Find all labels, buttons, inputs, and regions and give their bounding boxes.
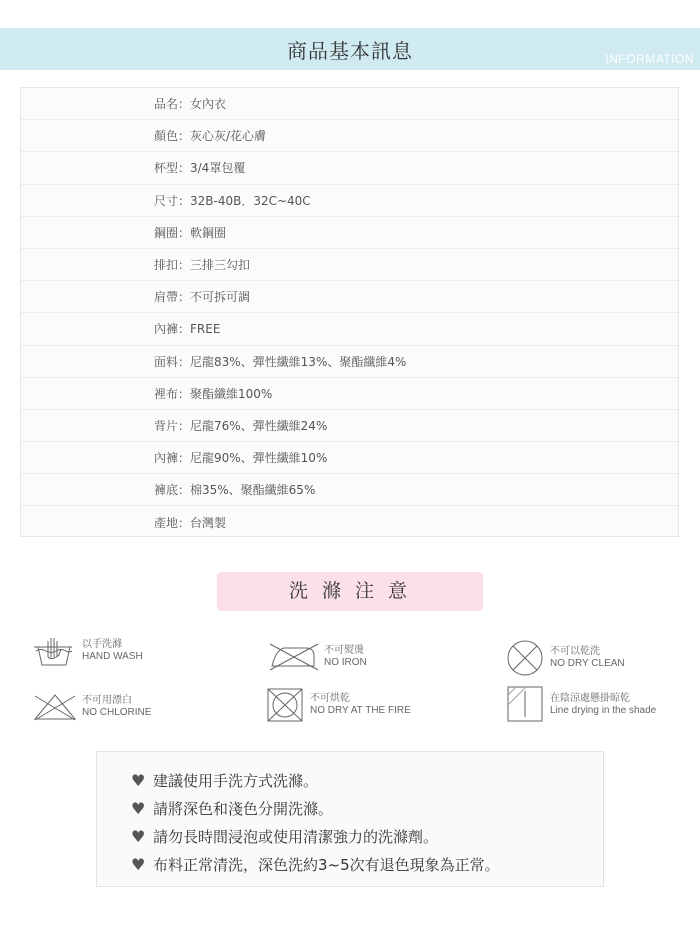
info-row-straps: 肩帶：不可拆可調	[21, 281, 678, 313]
product-info-table	[20, 87, 679, 537]
note-text: 請勿長時間浸泡或使用清潔強力的洗滌劑。	[153, 827, 439, 846]
page-subtitle: INFORMATION	[605, 52, 694, 66]
note-item	[131, 850, 603, 878]
hand-wash-icon	[32, 633, 78, 669]
note-text: 布料正常清洗，深色洗約3~5次有退色現象為正常。	[153, 855, 500, 874]
heart-icon: ♥	[131, 854, 146, 874]
care-item-no-iron	[268, 642, 367, 672]
no-iron-icon	[268, 642, 320, 672]
no-dry-clean-zh: 不可以乾洗	[550, 646, 600, 657]
hand-wash-zh: 以手洗滌	[82, 639, 122, 650]
info-row-fabric: 面料：尼龍83%、彈性纖維13%、聚酯纖維4%	[21, 346, 678, 378]
info-row-origin: 產地：台灣製	[154, 516, 227, 531]
note-text: 請將深色和淺色分開洗滌。	[153, 799, 334, 818]
info-row-color: 顏色：灰心灰/花心膚	[21, 120, 678, 152]
note-item	[131, 822, 603, 850]
no-iron-zh: 不可熨燙	[324, 645, 364, 656]
heart-icon: ♥	[131, 798, 146, 818]
no-dry-clean-icon	[506, 639, 546, 677]
hand-wash-en: HAND WASH	[82, 651, 143, 662]
no-tumble-dry-zh: 不可烘乾	[310, 693, 350, 704]
line-dry-shade-en: Line drying in the shade	[550, 705, 657, 716]
line-dry-shade-zh: 在陰涼處懸掛晾乾	[550, 693, 630, 704]
note-item	[131, 766, 603, 794]
line-dry-shade-icon	[506, 685, 546, 725]
info-row-back: 背片：尼龍76%、彈性纖維24%	[21, 410, 678, 442]
heart-icon: ♥	[131, 770, 146, 790]
note-item	[131, 794, 603, 822]
no-chlorine-zh: 不可用漂白	[82, 695, 132, 706]
info-row-cup: 杯型：3/4罩包覆	[21, 152, 678, 184]
washing-notes	[96, 751, 604, 887]
info-row-crotch: 褲底：棉35%、聚酯纖維65%	[21, 474, 678, 506]
care-title: 洗 滌 注 意	[217, 572, 483, 611]
info-row-lining: 裡布：聚酯纖維100%	[21, 378, 678, 410]
care-item-line-dry-shade	[506, 685, 656, 725]
info-row-hooks: 排扣：三排三勾扣	[21, 249, 678, 281]
info-row-size: 尺寸：32B-40B．32C~40C	[21, 185, 678, 217]
no-chlorine-en: NO CHLORINE	[82, 707, 152, 718]
no-iron-en: NO IRON	[324, 657, 367, 668]
no-tumble-dry-en: NO DRY AT THE FIRE	[310, 705, 411, 716]
info-row-panty-size: 內褲：FREE	[21, 313, 678, 345]
info-row-panty-fabric: 內褲：尼龍90%、彈性纖維10%	[21, 442, 678, 474]
page-title: 商品基本訊息	[287, 39, 413, 63]
care-item-no-dry-clean	[506, 639, 625, 677]
no-chlorine-icon	[32, 692, 78, 722]
heart-icon: ♥	[131, 826, 146, 846]
no-dry-clean-en: NO DRY CLEAN	[550, 658, 625, 669]
info-row-name: 品名：女內衣	[21, 88, 678, 120]
care-item-hand-wash	[32, 633, 143, 669]
care-item-no-chlorine	[32, 692, 151, 722]
note-text: 建議使用手洗方式洗滌。	[153, 771, 319, 790]
no-tumble-dry-icon	[266, 687, 306, 723]
care-item-no-tumble-dry	[266, 687, 411, 723]
info-row-underwire: 鋼圈：軟鋼圈	[21, 217, 678, 249]
